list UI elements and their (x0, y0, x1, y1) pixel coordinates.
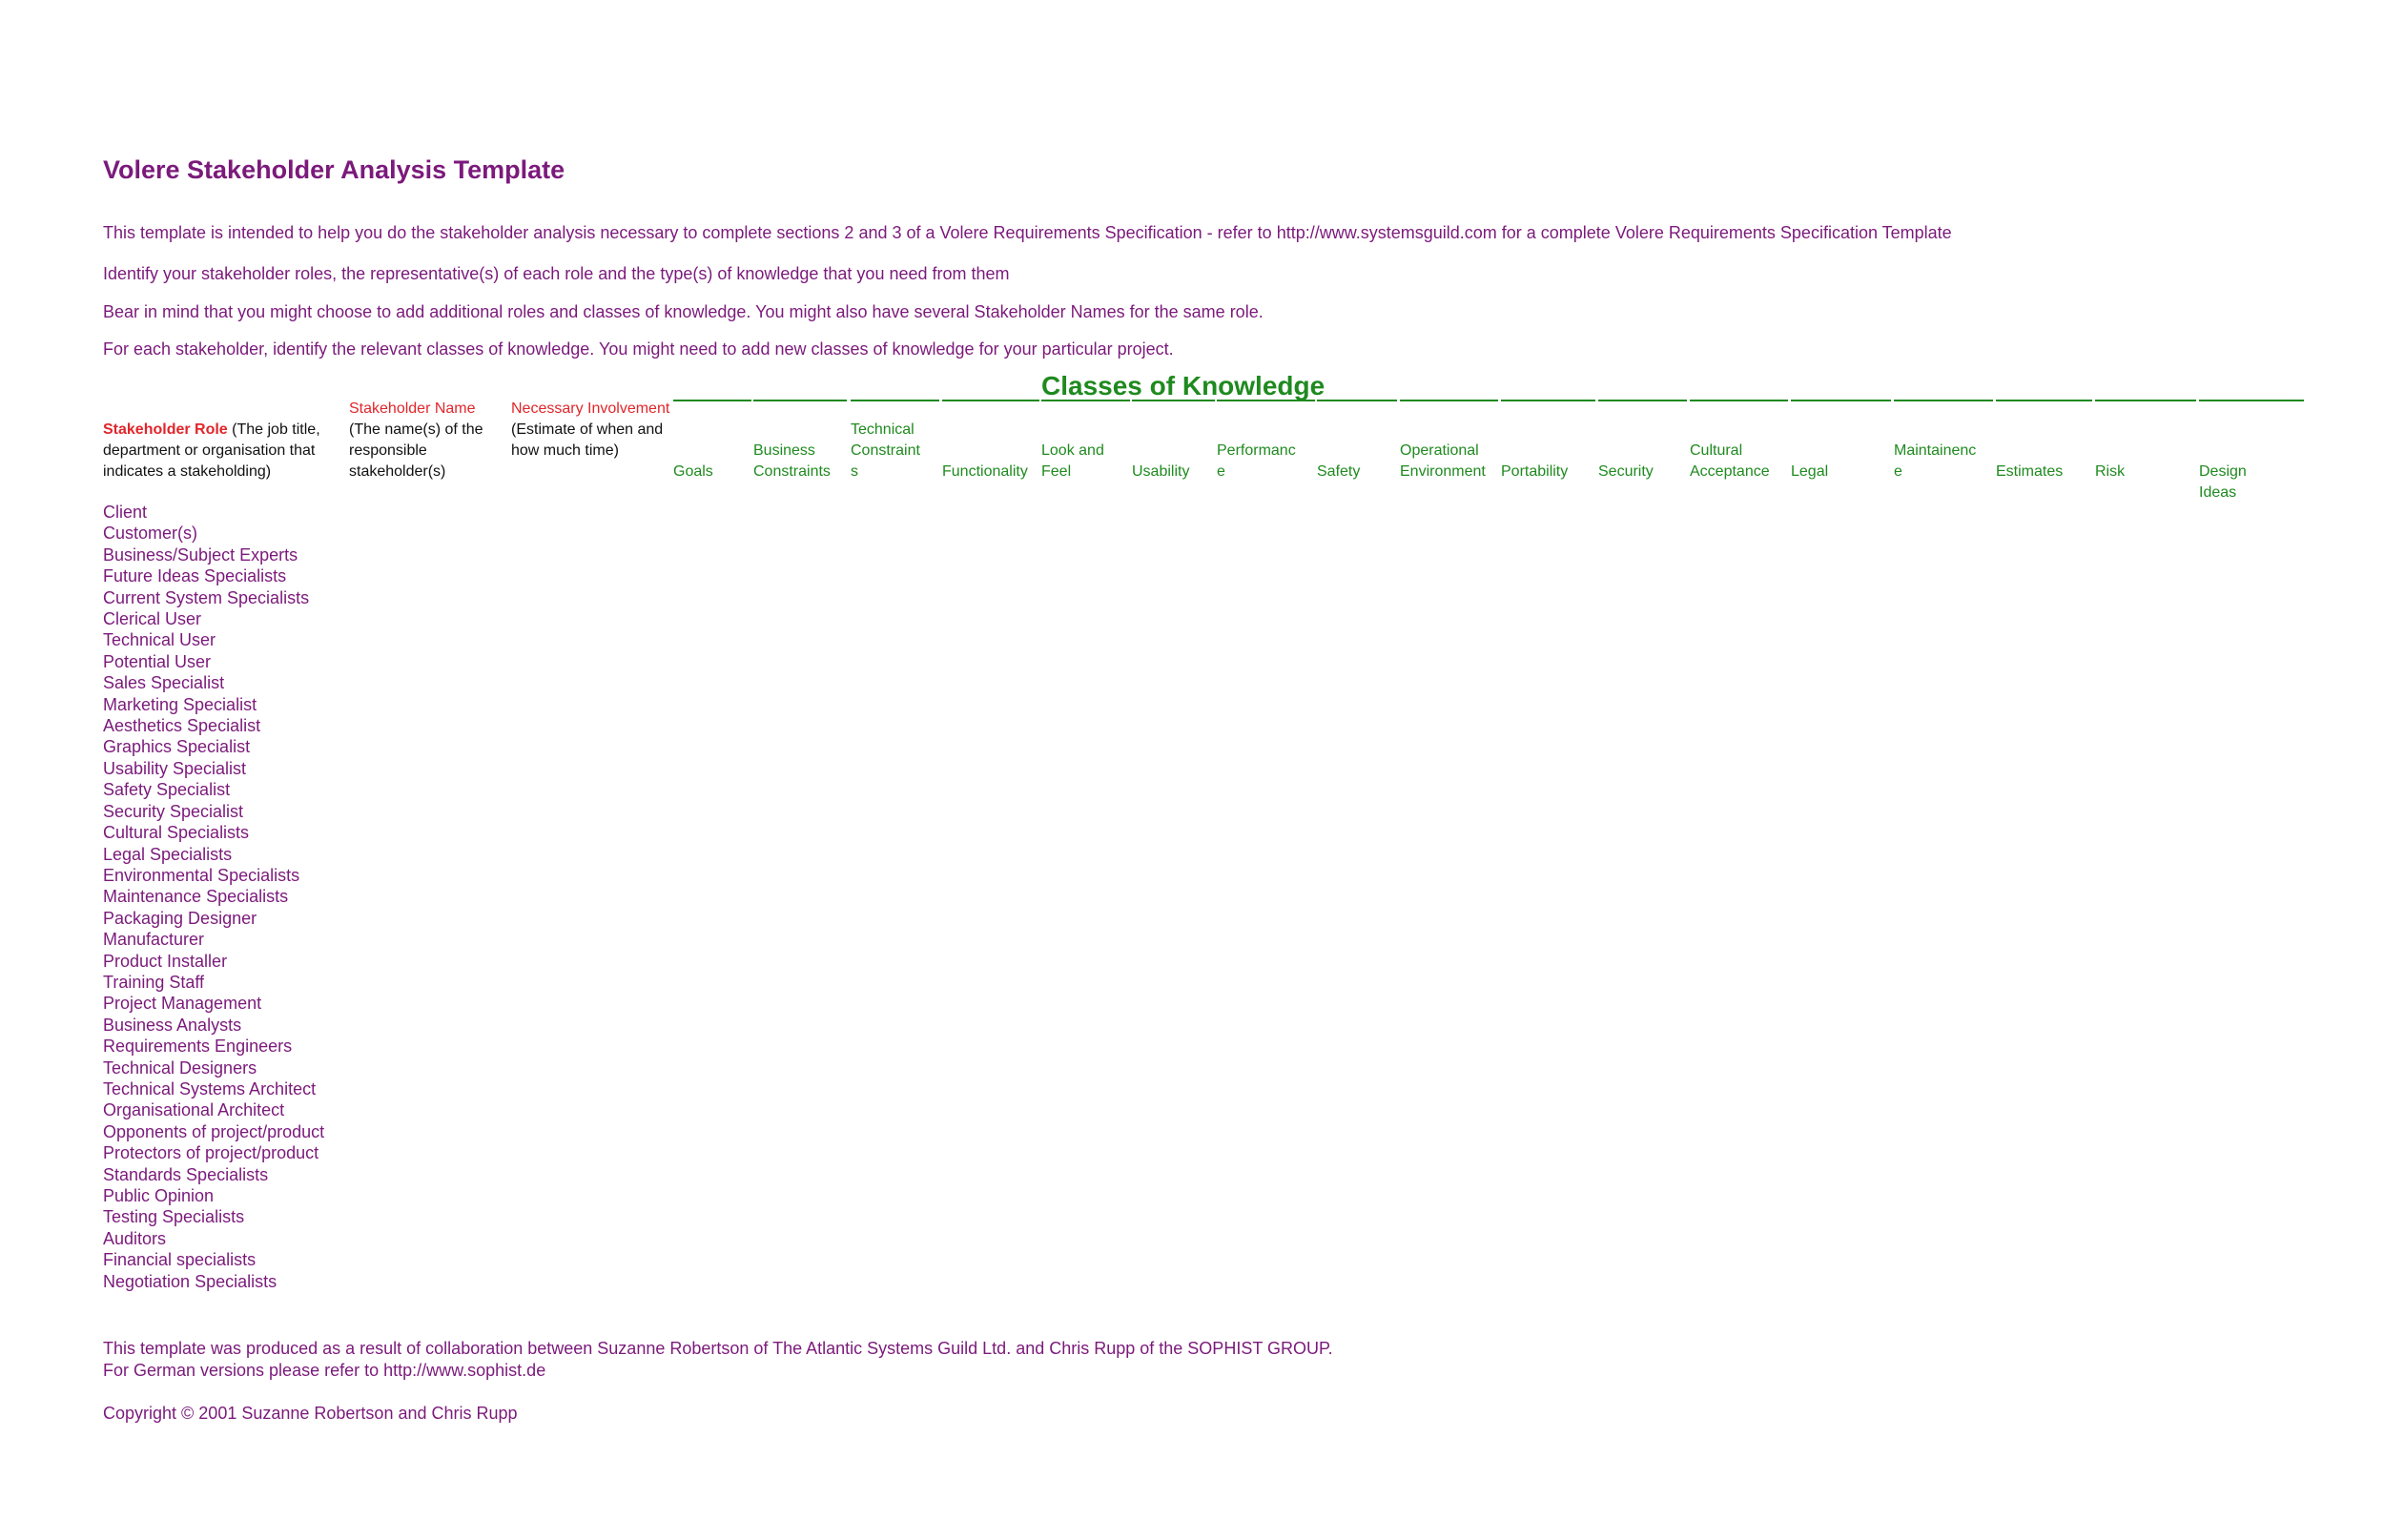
knowledge-class-header: Security (1598, 463, 1654, 480)
stakeholder-role-item: Training Staff (103, 972, 205, 992)
intro-paragraph: For each stakeholder, identify the relevant classes of knowledge. You might need to add new classes of knowledge for your particular project. (103, 339, 1174, 359)
knowledge-class-header: Operational Environment (1400, 442, 1486, 480)
stakeholder-role-item: Legal Specialists (103, 844, 233, 864)
knowledge-class-header: Legal (1791, 463, 1829, 480)
footer-german-link: For German versions please refer to http://www.sophist.de (103, 1361, 546, 1380)
intro-paragraph: Identify your stakeholder roles, the representative(s) of each role and the type(s) of knowledge that you need from them (103, 264, 1010, 283)
stakeholder-name-header-lead: Stakeholder Name (349, 400, 476, 417)
stakeholder-role-header-lead: Stakeholder Role (103, 421, 228, 438)
knowledge-class-header: Maintainenc e (1894, 442, 1977, 480)
stakeholder-role-item: Graphics Specialist (103, 737, 251, 757)
stakeholder-name-header (349, 399, 502, 483)
stakeholder-role-item: Aesthetics Specialist (103, 716, 261, 736)
stakeholder-role-item: Security Specialist (103, 801, 244, 821)
knowledge-class-header: Business Constraints (753, 442, 831, 480)
knowledge-class-header: Design Ideas (2199, 463, 2247, 501)
stakeholder-role-item: Technical Designers (103, 1057, 257, 1078)
stakeholder-role-item: Standards Specialists (103, 1164, 269, 1184)
knowledge-class-header: Portability (1501, 463, 1569, 480)
footer-copyright: Copyright © 2001 Suzanne Robertson and Chris Rupp (103, 1404, 518, 1423)
necessary-involvement-header-desc: (Estimate of when and how much time) (511, 421, 664, 459)
classes-underline-segment (2095, 400, 2196, 401)
classes-underline-segment (1400, 400, 1498, 401)
stakeholder-role-item: Marketing Specialist (103, 694, 257, 714)
classes-underline-segment (1041, 400, 1130, 401)
classes-underline-segment (1996, 400, 2092, 401)
stakeholder-role-item: Cultural Specialists (103, 823, 250, 843)
stakeholder-role-item: Client (103, 503, 148, 522)
stakeholder-role-item: Environmental Specialists (103, 865, 300, 885)
knowledge-class-header: Functionality (942, 463, 1028, 480)
stakeholder-role-item: Packaging Designer (103, 908, 257, 928)
stakeholder-role-item: Product Installer (103, 951, 228, 971)
stakeholder-role-item: Auditors (103, 1228, 167, 1248)
stakeholder-role-list (103, 502, 324, 1292)
stakeholder-role-header-desc: (The job title, department or organisation that indicates a stakeholding) (103, 421, 320, 480)
stakeholder-role-item: Public Opinion (103, 1186, 215, 1205)
stakeholder-role-item: Business Analysts (103, 1015, 242, 1035)
stakeholder-role-item: Protectors of project/product (103, 1143, 319, 1163)
classes-underline-segment (1894, 400, 1993, 401)
stakeholder-role-item: Usability Specialist (103, 758, 247, 778)
stakeholder-role-item: Clerical User (103, 609, 202, 629)
stakeholder-role-item: Testing Specialists (103, 1207, 245, 1227)
necessary-involvement-header (511, 399, 673, 462)
intro-paragraph: Bear in mind that you might choose to add additional roles and classes of knowledge. You might also have several Stakeholder Names for the same role. (103, 302, 1264, 321)
knowledge-class-header: Cultural Acceptance (1690, 442, 1770, 480)
intro-paragraph: This template is intended to help you do the stakeholder analysis necessary to complete sections 2 and 3 of a Volere Requirements Specification - refer to http://www.systemsguild.com for a complete Volere Requirements Specification Template (103, 223, 1952, 242)
necessary-involvement-header-lead: Necessary Involvement (511, 400, 670, 417)
stakeholder-role-item: Potential User (103, 651, 212, 671)
knowledge-class-header: Estimates (1996, 463, 2064, 480)
knowledge-class-header: Performanc e (1217, 442, 1296, 480)
stakeholder-role-item: Financial specialists (103, 1250, 257, 1270)
stakeholder-role-item: Safety Specialist (103, 780, 231, 800)
stakeholder-role-item: Opponents of project/product (103, 1121, 325, 1141)
knowledge-class-header: Safety (1317, 463, 1361, 480)
stakeholder-role-item: Technical Systems Architect (103, 1078, 317, 1099)
classes-underline-segment (1132, 400, 1215, 401)
classes-underline-segment (1317, 400, 1397, 401)
knowledge-class-header: Technical Constraint s (851, 421, 920, 480)
classes-underline-segment (673, 400, 751, 401)
classes-underline-segment (851, 400, 939, 401)
stakeholder-role-item: Current System Specialists (103, 587, 310, 607)
stakeholder-role-item: Project Management (103, 994, 262, 1014)
stakeholder-role-item: Customer(s) (103, 524, 198, 544)
classes-underline-segment (942, 400, 1039, 401)
stakeholder-role-item: Sales Specialist (103, 673, 225, 693)
stakeholder-role-header (103, 420, 341, 483)
classes-of-knowledge-title: Classes of Knowledge (1041, 371, 1326, 400)
classes-underline-segment (753, 400, 847, 401)
stakeholder-role-item: Requirements Engineers (103, 1037, 293, 1057)
stakeholder-role-item: Technical User (103, 630, 216, 650)
classes-underline-segment (1791, 400, 1891, 401)
stakeholder-role-item: Manufacturer (103, 930, 205, 950)
classes-underline-segment (1598, 400, 1687, 401)
stakeholder-role-item: Organisational Architect (103, 1100, 285, 1120)
stakeholder-role-item: Negotiation Specialists (103, 1271, 277, 1291)
knowledge-class-header: Usability (1132, 463, 1190, 480)
classes-underline-segment (1217, 400, 1315, 401)
knowledge-class-header: Goals (673, 463, 713, 480)
stakeholder-role-item: Future Ideas Specialists (103, 566, 287, 586)
knowledge-class-header: Look and Feel (1041, 442, 1104, 480)
stakeholder-role-item: Maintenance Specialists (103, 887, 289, 907)
classes-underline-segment (1501, 400, 1595, 401)
page-title: Volere Stakeholder Analysis Template (103, 155, 565, 184)
stakeholder-role-item: Business/Subject Experts (103, 544, 298, 565)
knowledge-class-header: Risk (2095, 463, 2126, 480)
stakeholder-name-header-desc: (The name(s) of the responsible stakeholder(s) (349, 421, 483, 480)
footer-credit: This template was produced as a result of collaboration between Suzanne Robertson of The Atlantic Systems Guild Ltd. and Chris Rupp of the SOPHIST GROUP. (103, 1339, 1333, 1358)
classes-underline-segment (1690, 400, 1788, 401)
classes-underline-segment (2199, 400, 2304, 401)
